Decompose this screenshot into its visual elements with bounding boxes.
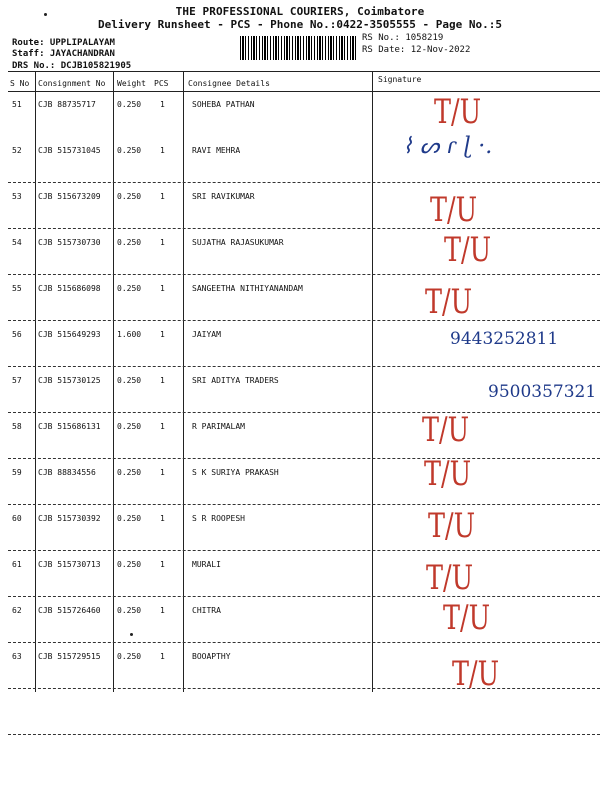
cell-consignee: R PARIMALAM <box>192 422 245 431</box>
cell-consignee: SRI RAVIKUMAR <box>192 192 255 201</box>
cell-weight: 0.250 <box>117 514 142 523</box>
cell-consignment: CJB 515730713 <box>38 560 101 569</box>
handwritten-signature: T/U <box>430 190 478 230</box>
cell-sno: 63 <box>12 652 22 661</box>
handwritten-signature: T/U <box>434 92 482 132</box>
table-row <box>0 284 600 330</box>
column-header-consignment: Consignment No <box>38 79 106 88</box>
cell-weight: 0.250 <box>117 192 142 201</box>
cell-sno: 55 <box>12 284 22 293</box>
cell-pcs: 1 <box>160 468 165 477</box>
cell-pcs: 1 <box>160 100 165 109</box>
table-row <box>0 560 600 606</box>
cell-consignment: CJB 515731045 <box>38 146 101 155</box>
cell-sno: 57 <box>12 376 22 385</box>
cell-consignment: CJB 515673209 <box>38 192 101 201</box>
cell-pcs: 1 <box>160 514 165 523</box>
cell-consignee: RAVI MEHRA <box>192 146 241 155</box>
cell-consignment: CJB 515729515 <box>38 652 101 661</box>
handwritten-signature: T/U <box>425 282 473 322</box>
cell-sno: 51 <box>12 100 22 109</box>
cell-weight: 0.250 <box>117 560 142 569</box>
handwritten-signature: T/U <box>426 558 474 598</box>
company-title: THE PROFESSIONAL COURIERS, Coimbatore <box>175 5 425 18</box>
handwritten-signature: T/U <box>428 506 476 546</box>
row-separator <box>8 734 600 735</box>
rs-date: RS Date: 12-Nov-2022 <box>362 45 471 55</box>
column-header-signature: Signature <box>378 75 422 84</box>
handwritten-signature: T/U <box>424 454 472 494</box>
table-header-rule <box>8 91 600 92</box>
cell-weight: 1.600 <box>117 330 142 339</box>
cell-sno: 59 <box>12 468 22 477</box>
cell-pcs: 1 <box>160 330 165 339</box>
table-row <box>0 330 600 376</box>
cell-weight: 0.250 <box>117 376 142 385</box>
table-row <box>0 598 600 652</box>
cell-sno: 60 <box>12 514 22 523</box>
table-row <box>0 652 600 698</box>
cell-pcs: 1 <box>160 606 165 615</box>
cell-consignment: CJB 515686131 <box>38 422 101 431</box>
barcode-image <box>240 36 357 60</box>
route-label: Route: UPPLIPALAYAM <box>12 38 115 48</box>
cell-pcs: 1 <box>160 422 165 431</box>
table-row <box>0 454 600 514</box>
cell-consignee: MURALI <box>192 560 221 569</box>
cell-consignee: BOOAPTHY <box>192 652 231 661</box>
cell-weight: 0.250 <box>117 652 142 661</box>
cell-sno: 54 <box>12 238 22 247</box>
cell-consignment: CJB 515726460 <box>38 606 101 615</box>
cell-consignee: JAIYAM <box>192 330 221 339</box>
table-row <box>0 506 600 560</box>
staff-label: Staff: JAYACHANDRAN <box>12 49 115 59</box>
cell-sno: 58 <box>12 422 22 431</box>
cell-pcs: 1 <box>160 652 165 661</box>
cell-pcs: 1 <box>160 376 165 385</box>
cell-pcs: 1 <box>160 560 165 569</box>
cell-sno: 61 <box>12 560 22 569</box>
cell-consignee: SUJATHA RAJASUKUMAR <box>192 238 284 247</box>
column-header-weight: Weight <box>117 79 146 88</box>
cell-consignment: CJB 515730730 <box>38 238 101 247</box>
cell-weight: 0.250 <box>117 606 142 615</box>
handwritten-signature: 9443252811 <box>450 329 559 349</box>
cell-consignee: SRI ADITYA TRADERS <box>192 376 279 385</box>
table-row <box>0 410 600 468</box>
cell-consignee: S R ROOPESH <box>192 514 245 523</box>
table-row <box>0 192 600 238</box>
column-header-consignee: Consignee Details <box>188 79 270 88</box>
cell-consignment: CJB 515649293 <box>38 330 101 339</box>
cell-sno: 62 <box>12 606 22 615</box>
runsheet-title: Delivery Runsheet - PCS - Phone No.:0422-3505555 - Page No.:5 <box>98 18 502 31</box>
cell-consignment: CJB 515730125 <box>38 376 101 385</box>
cell-pcs: 1 <box>160 238 165 247</box>
table-row <box>0 376 600 422</box>
cell-pcs: 1 <box>160 146 165 155</box>
cell-pcs: 1 <box>160 284 165 293</box>
column-header-pcs: PCS <box>154 79 169 88</box>
cell-consignment: CJB 515686098 <box>38 284 101 293</box>
table-row <box>0 92 600 146</box>
handwritten-signature: T/U <box>443 598 491 638</box>
rs-number: RS No.: 1058219 <box>362 33 444 43</box>
cell-consignment: CJB 88735717 <box>38 100 96 109</box>
cell-consignee: SANGEETHA NITHIYANANDAM <box>192 284 303 293</box>
cell-weight: 0.250 <box>117 146 142 155</box>
cell-sno: 53 <box>12 192 22 201</box>
drs-label: DRS No.: DCJB105821905 <box>12 61 132 71</box>
cell-weight: 0.250 <box>117 238 142 247</box>
cell-pcs: 1 <box>160 192 165 201</box>
cell-consignment: CJB 515730392 <box>38 514 101 523</box>
column-header-sno: S No <box>10 79 30 88</box>
cell-consignee: CHITRA <box>192 606 221 615</box>
cell-sno: 56 <box>12 330 22 339</box>
handwritten-signature: ⌇ ᔕ ɾ ɭ ·. <box>402 134 493 159</box>
cell-weight: 0.250 <box>117 422 142 431</box>
table-row <box>0 134 600 192</box>
cell-weight: 0.250 <box>117 100 142 109</box>
cell-weight: 0.250 <box>117 468 142 477</box>
table-row <box>0 230 600 284</box>
cell-consignee: S K SURIYA PRAKASH <box>192 468 279 477</box>
cell-consignee: SOHEBA PATHAN <box>192 100 255 109</box>
cell-sno: 52 <box>12 146 22 155</box>
handwritten-signature: 9500357321 <box>488 382 597 402</box>
handwritten-signature: T/U <box>422 410 470 450</box>
cell-weight: 0.250 <box>117 284 142 293</box>
table-top-rule <box>8 71 600 72</box>
handwritten-signature: T/U <box>444 230 492 270</box>
handwritten-signature: T/U <box>452 654 500 694</box>
decorative-dot <box>130 633 133 636</box>
cell-consignment: CJB 88834556 <box>38 468 96 477</box>
decorative-dot <box>44 13 47 16</box>
